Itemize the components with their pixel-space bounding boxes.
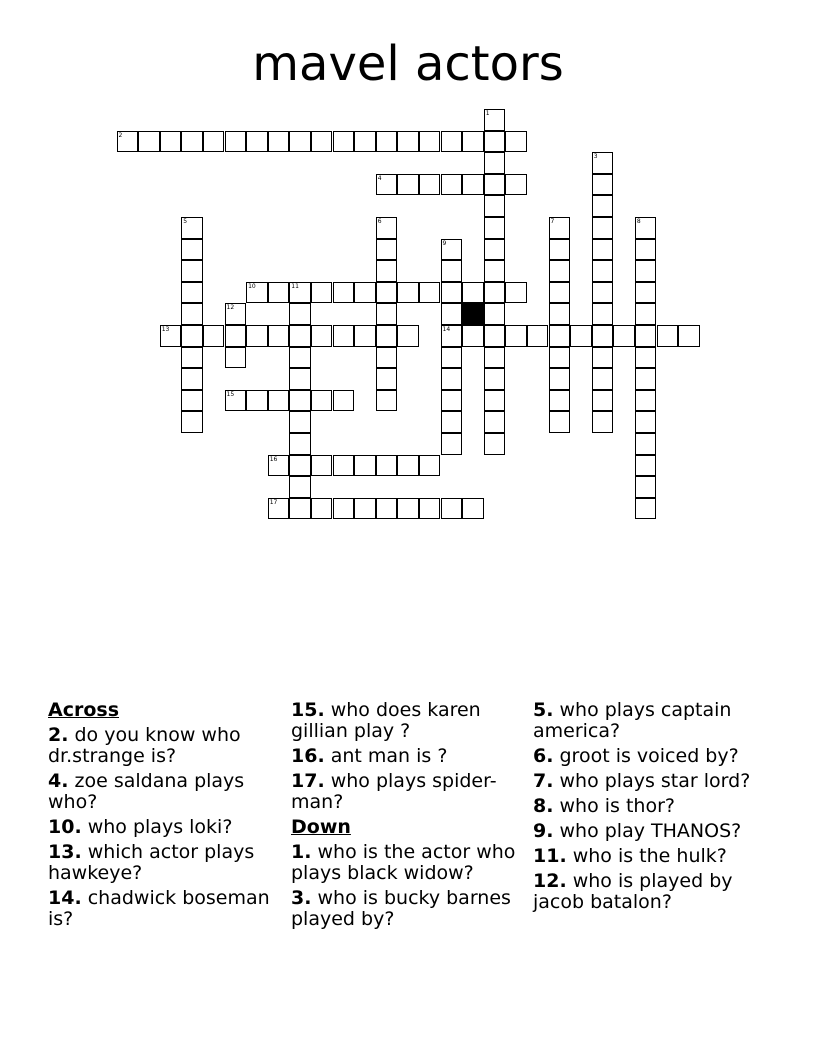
crossword-cell[interactable] (549, 368, 571, 390)
crossword-cell[interactable] (441, 174, 463, 196)
crossword-cell[interactable] (354, 131, 376, 153)
crossword-cell[interactable] (289, 282, 311, 304)
clues-column-2 (291, 700, 527, 934)
crossword-cell[interactable] (505, 282, 527, 304)
crossword-cell[interactable] (592, 152, 614, 174)
crossword-cell[interactable] (657, 325, 679, 347)
crossword-cell[interactable] (419, 174, 441, 196)
crossword-cell[interactable] (289, 433, 311, 455)
crossword-cell[interactable] (549, 347, 571, 369)
clue-text: who is played by jacob batalon? (533, 870, 733, 913)
crossword-cell[interactable] (484, 131, 506, 153)
crossword-cell[interactable] (484, 195, 506, 217)
crossword-cell[interactable] (160, 131, 182, 153)
crossword-cell[interactable] (246, 390, 268, 412)
crossword-cell[interactable] (376, 174, 398, 196)
crossword-cell[interactable] (376, 390, 398, 412)
crossword-cell[interactable] (419, 455, 441, 477)
cell-number: 10 (248, 282, 256, 290)
cell-number: 15 (226, 390, 235, 398)
clue-text: who plays spider-man? (291, 770, 497, 813)
crossword-cell[interactable] (419, 498, 441, 520)
crossword-cell[interactable] (354, 282, 376, 304)
clue-text: who play THANOS? (559, 820, 742, 842)
crossword-cell[interactable] (289, 368, 311, 390)
crossword-cell[interactable] (246, 325, 268, 347)
crossword-cell[interactable] (376, 368, 398, 390)
crossword-cell[interactable] (376, 131, 398, 153)
crossword-cell[interactable] (592, 411, 614, 433)
clue-number: 17. (291, 770, 325, 792)
crossword-cell[interactable] (333, 131, 355, 153)
crossword-cell[interactable] (354, 455, 376, 477)
crossword-cell[interactable] (484, 239, 506, 261)
crossword-cell[interactable] (225, 303, 247, 325)
cell-number: 11 (291, 282, 299, 290)
crossword-cell[interactable] (333, 390, 355, 412)
crossword-cell[interactable] (289, 476, 311, 498)
crossword-cell[interactable] (311, 131, 333, 153)
crossword-cell[interactable] (354, 498, 376, 520)
clue-text: who plays captain america? (533, 699, 732, 742)
crossword-cell[interactable] (484, 368, 506, 390)
clue-across-15 (291, 700, 527, 742)
cell-number: 16 (269, 455, 278, 463)
crossword-cell[interactable] (635, 476, 657, 498)
crossword-cell[interactable] (635, 347, 657, 369)
crossword-cell[interactable] (311, 282, 333, 304)
clues-column-1 (48, 700, 280, 934)
crossword-cell[interactable] (462, 325, 484, 347)
crossword-cell[interactable] (333, 498, 355, 520)
crossword-cell[interactable] (376, 325, 398, 347)
clue-number: 10. (48, 816, 82, 838)
crossword-cell[interactable] (289, 131, 311, 153)
crossword-cell[interactable] (549, 303, 571, 325)
crossword-cell[interactable] (376, 455, 398, 477)
crossword-cell[interactable] (549, 239, 571, 261)
cell-number: 5 (183, 218, 188, 225)
crossword-cell[interactable] (635, 217, 657, 239)
crossword-cell[interactable] (441, 131, 463, 153)
clue-number: 16. (291, 745, 325, 767)
crossword-cell[interactable] (397, 174, 419, 196)
clue-text: groot is voiced by? (559, 745, 739, 767)
crossword-cell[interactable] (289, 303, 311, 325)
crossword-cell[interactable] (289, 390, 311, 412)
crossword-cell[interactable] (635, 368, 657, 390)
crossword-cell[interactable] (289, 347, 311, 369)
crossword-cell[interactable] (462, 498, 484, 520)
clue-number: 12. (533, 870, 567, 892)
crossword-cell[interactable] (484, 152, 506, 174)
clue-across-17 (291, 771, 527, 813)
crossword-cell[interactable] (376, 239, 398, 261)
clue-across-14 (48, 888, 280, 930)
cell-number: 2 (118, 131, 123, 139)
clue-across-16 (291, 746, 527, 767)
crossword-cell[interactable] (462, 131, 484, 153)
clues-column-3 (533, 700, 769, 917)
crossword-cell[interactable] (484, 433, 506, 455)
clue-down-5 (533, 700, 769, 742)
cell-number: 17 (269, 498, 278, 506)
crossword-cell[interactable] (203, 131, 225, 153)
crossword-cell[interactable] (549, 390, 571, 412)
clue-text: do you know who dr.strange is? (48, 724, 241, 767)
clue-number: 7. (533, 770, 554, 792)
crossword-cell[interactable] (333, 325, 355, 347)
crossword-cell[interactable] (441, 498, 463, 520)
clue-number: 8. (533, 795, 554, 817)
crossword-cell[interactable] (592, 217, 614, 239)
clue-text: zoe saldana plays who? (48, 770, 245, 813)
crossword-cell[interactable] (484, 303, 506, 325)
clue-number: 14. (48, 887, 82, 909)
crossword-cell[interactable] (549, 325, 571, 347)
crossword-cell[interactable] (441, 368, 463, 390)
crossword-cell[interactable] (117, 131, 139, 153)
cell-number: 14 (442, 326, 451, 333)
crossword-cell[interactable] (635, 390, 657, 412)
crossword-cell[interactable] (441, 325, 463, 347)
crossword-cell[interactable] (181, 303, 203, 325)
crossword-cell[interactable] (376, 347, 398, 369)
crossword-cell[interactable] (635, 411, 657, 433)
crossword-cell[interactable] (289, 325, 311, 347)
crossword-cell[interactable] (160, 325, 182, 347)
crossword-cell[interactable] (246, 282, 268, 304)
crossword-cell[interactable] (419, 282, 441, 304)
cell-number: 13 (161, 326, 170, 333)
crossword-cell[interactable] (441, 390, 463, 412)
clue-down-11 (533, 846, 769, 867)
cell-number: 8 (636, 218, 641, 225)
crossword-cell[interactable] (289, 411, 311, 433)
crossword-cell[interactable] (441, 260, 463, 282)
clue-text: ant man is ? (330, 745, 448, 767)
clue-across-10 (48, 817, 280, 838)
crossword-cell[interactable] (203, 325, 225, 347)
crossword-cell[interactable] (505, 325, 527, 347)
crossword-cell[interactable] (484, 325, 506, 347)
clue-down-9 (533, 821, 769, 842)
crossword-cell[interactable] (549, 217, 571, 239)
crossword-cell[interactable] (376, 282, 398, 304)
crossword-cell[interactable] (592, 195, 614, 217)
clue-number: 5. (533, 699, 554, 721)
down-heading: Down (291, 816, 351, 838)
crossword-cell[interactable] (376, 498, 398, 520)
black-cell (462, 303, 484, 325)
crossword-cell[interactable] (181, 347, 203, 369)
cell-number: 4 (377, 174, 382, 182)
cell-number: 1 (485, 110, 490, 117)
crossword-cell[interactable] (138, 131, 160, 153)
crossword-cell[interactable] (592, 368, 614, 390)
crossword-cell[interactable] (376, 217, 398, 239)
crossword-cell[interactable] (181, 282, 203, 304)
clue-down-12 (533, 871, 769, 913)
crossword-cell[interactable] (181, 411, 203, 433)
crossword-cell[interactable] (181, 368, 203, 390)
clue-across-4 (48, 771, 280, 813)
crossword-cell[interactable] (592, 174, 614, 196)
crossword-cell[interactable] (441, 282, 463, 304)
crossword-cell[interactable] (181, 131, 203, 153)
clue-across-13 (48, 842, 280, 884)
clue-down-1 (291, 842, 527, 884)
crossword-cell[interactable] (505, 174, 527, 196)
cell-number: 3 (593, 153, 598, 161)
crossword-cell[interactable] (549, 260, 571, 282)
clue-down-3 (291, 888, 527, 930)
crossword-cell[interactable] (181, 325, 203, 347)
crossword-cell[interactable] (441, 347, 463, 369)
crossword-cell[interactable] (354, 325, 376, 347)
cell-number: 7 (550, 218, 555, 225)
clue-number: 3. (291, 887, 312, 909)
crossword-cell[interactable] (268, 455, 290, 477)
crossword-cell[interactable] (484, 390, 506, 412)
crossword-cell[interactable] (441, 303, 463, 325)
crossword-cell[interactable] (225, 347, 247, 369)
crossword-cell[interactable] (635, 325, 657, 347)
crossword-cell[interactable] (635, 260, 657, 282)
crossword-cell[interactable] (592, 347, 614, 369)
crossword-cell[interactable] (549, 411, 571, 433)
crossword-cell[interactable] (484, 174, 506, 196)
crossword-cell[interactable] (635, 303, 657, 325)
clue-text: who is thor? (559, 795, 675, 817)
crossword-cell[interactable] (613, 325, 635, 347)
crossword-cell[interactable] (397, 455, 419, 477)
crossword-cell[interactable] (635, 455, 657, 477)
clue-down-7 (533, 771, 769, 792)
clue-number: 6. (533, 745, 554, 767)
crossword-cell[interactable] (397, 282, 419, 304)
crossword-cell[interactable] (592, 282, 614, 304)
crossword-cell[interactable] (635, 239, 657, 261)
crossword-cell[interactable] (505, 131, 527, 153)
clue-number: 11. (533, 845, 567, 867)
crossword-cell[interactable] (181, 239, 203, 261)
clue-number: 4. (48, 770, 69, 792)
crossword-cell[interactable] (289, 455, 311, 477)
crossword-cell[interactable] (484, 347, 506, 369)
clue-text: chadwick boseman is? (48, 887, 270, 930)
crossword-cell[interactable] (268, 390, 290, 412)
crossword-cell[interactable] (225, 131, 247, 153)
crossword-cell[interactable] (268, 498, 290, 520)
clue-number: 1. (291, 841, 312, 863)
cell-number: 12 (226, 304, 235, 312)
crossword-cell[interactable] (376, 260, 398, 282)
crossword-cell[interactable] (333, 282, 355, 304)
crossword-cell[interactable] (678, 325, 700, 347)
crossword-cell[interactable] (441, 239, 463, 261)
crossword-cell[interactable] (311, 325, 333, 347)
crossword-cell[interactable] (570, 325, 592, 347)
crossword-cell[interactable] (441, 433, 463, 455)
clue-number: 13. (48, 841, 82, 863)
clue-text: who plays star lord? (559, 770, 751, 792)
crossword-cell[interactable] (592, 303, 614, 325)
crossword-cell[interactable] (225, 325, 247, 347)
crossword-cell[interactable] (549, 282, 571, 304)
clue-text: who does karen gillian play ? (291, 699, 481, 742)
crossword-cell[interactable] (592, 325, 614, 347)
crossword-cell[interactable] (289, 498, 311, 520)
crossword-cell[interactable] (246, 131, 268, 153)
crossword-cell[interactable] (484, 109, 506, 131)
across-heading: Across (48, 699, 120, 721)
crossword-cell[interactable] (333, 455, 355, 477)
crossword-cell[interactable] (484, 260, 506, 282)
crossword-cell[interactable] (592, 260, 614, 282)
crossword-cell[interactable] (419, 131, 441, 153)
clue-number: 9. (533, 820, 554, 842)
clue-text: which actor plays hawkeye? (48, 841, 255, 884)
crossword-cell[interactable] (268, 131, 290, 153)
crossword-cell[interactable] (397, 131, 419, 153)
crossword-cell[interactable] (592, 239, 614, 261)
crossword-cell[interactable] (311, 455, 333, 477)
crossword-cell[interactable] (311, 498, 333, 520)
crossword-cell[interactable] (484, 217, 506, 239)
crossword-cell[interactable] (635, 498, 657, 520)
crossword-cell[interactable] (441, 411, 463, 433)
crossword-cell[interactable] (225, 390, 247, 412)
cell-number: 6 (377, 218, 382, 225)
crossword-cell[interactable] (376, 303, 398, 325)
cell-number: 9 (442, 239, 447, 247)
crossword-cell[interactable] (397, 498, 419, 520)
clue-down-6 (533, 746, 769, 767)
clue-text: who plays loki? (87, 816, 233, 838)
crossword-cell[interactable] (181, 217, 203, 239)
crossword-cell[interactable] (181, 390, 203, 412)
crossword-cell[interactable] (635, 282, 657, 304)
page-title: mavel actors (252, 36, 564, 92)
crossword-cell[interactable] (268, 325, 290, 347)
clue-number: 15. (291, 699, 325, 721)
crossword-cell[interactable] (462, 174, 484, 196)
clue-text: who is bucky barnes played by? (291, 887, 511, 930)
clue-number: 2. (48, 724, 69, 746)
crossword-cell[interactable] (181, 260, 203, 282)
clue-text: who is the hulk? (572, 845, 727, 867)
clue-down-8 (533, 796, 769, 817)
crossword-cell[interactable] (635, 433, 657, 455)
crossword-cell[interactable] (311, 390, 333, 412)
clue-text: who is the actor who plays black widow? (291, 841, 516, 884)
crossword-cell[interactable] (527, 325, 549, 347)
crossword-cell[interactable] (397, 325, 419, 347)
crossword-cell[interactable] (462, 282, 484, 304)
crossword-cell[interactable] (268, 282, 290, 304)
clue-across-2 (48, 725, 280, 767)
crossword-cell[interactable] (484, 282, 506, 304)
crossword-cell[interactable] (592, 390, 614, 412)
crossword-cell[interactable] (484, 411, 506, 433)
